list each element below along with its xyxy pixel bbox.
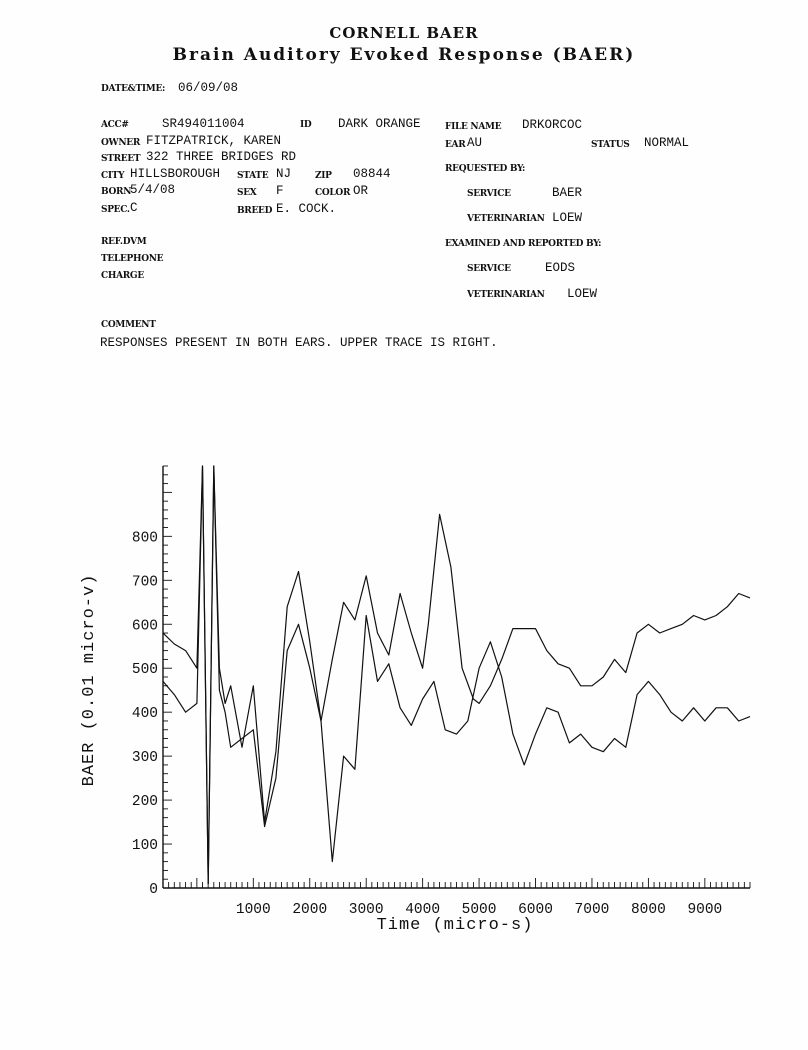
y-ticks: [132, 530, 158, 898]
charge-label: CHARGE: [101, 271, 144, 281]
born-value: 5/4/08: [130, 183, 176, 197]
id-value: DARK ORANGE: [338, 117, 421, 131]
report-subtitle: Brain Auditory Evoked Response (BAER): [172, 45, 636, 65]
ref-dvm-label: REF.DVM: [101, 237, 147, 247]
requested-vet-value: LOEW: [552, 211, 583, 225]
x-tick-label: 9000: [687, 902, 723, 918]
y-tick-label: 600: [131, 618, 158, 635]
comment-text: RESPONSES PRESENT IN BOTH EARS. UPPER TRACE IS RIGHT.: [100, 336, 498, 350]
chart-traces: [163, 466, 750, 884]
y-tick-label: 400: [131, 706, 158, 723]
breed-label: BREED: [237, 206, 273, 216]
y-tick-label: 800: [131, 530, 158, 547]
y-axis-title: BAER (0.01 micro-v): [80, 573, 99, 787]
ear-label: EAR: [445, 140, 466, 150]
color-value: OR: [353, 184, 369, 198]
comment-label: COMMENT: [101, 320, 156, 330]
sex-label: SEX: [237, 188, 257, 198]
report-title: CORNELL BAER: [329, 24, 479, 42]
examined-service-value: EODS: [545, 261, 576, 275]
city-label: CITY: [101, 171, 125, 181]
x-tick-label: 3000: [348, 902, 384, 918]
ear-value: AU: [467, 136, 483, 150]
y-tick-label: 100: [131, 838, 158, 855]
file-name-label: FILE NAME: [445, 122, 502, 132]
acc-label: ACC#: [101, 120, 129, 130]
examined-vet-value: LOEW: [567, 287, 598, 301]
color-label: COLOR: [315, 188, 351, 198]
street-label: STREET: [101, 154, 141, 164]
status-value: NORMAL: [644, 136, 690, 150]
x-tick-label: 7000: [574, 902, 610, 918]
datetime-value: 06/09/08: [178, 81, 239, 95]
spec-label: SPEC.: [101, 205, 130, 215]
examined-service-label: SERVICE: [467, 264, 511, 274]
x-axis-title: Time (micro-s): [376, 916, 534, 935]
state-label: STATE: [237, 171, 269, 181]
breed-value: E. COCK.: [276, 202, 337, 216]
x-tick-label: 2000: [292, 902, 328, 918]
street-value: 322 THREE BRIDGES RD: [146, 150, 297, 164]
x-tick-label: 5000: [461, 902, 497, 918]
requested-service-label: SERVICE: [467, 189, 511, 199]
telephone-label: TELEPHONE: [101, 254, 164, 264]
y-tick-label: 200: [131, 794, 158, 811]
city-value: HILLSBOROUGH: [130, 167, 221, 181]
owner-label: OWNER: [101, 138, 141, 148]
requested-vet-label: VETERINARIAN: [467, 214, 545, 224]
spec-value: C: [130, 201, 138, 215]
baer-trace-2: [163, 466, 750, 884]
x-tick-label: 8000: [630, 902, 666, 918]
sex-value: F: [276, 184, 284, 198]
acc-value: SR494011004: [162, 117, 245, 131]
examined-vet-label: VETERINARIAN: [467, 290, 545, 300]
x-tick-label: 1000: [235, 902, 271, 918]
y-tick-label: 0: [149, 882, 158, 898]
status-label: STATUS: [591, 140, 630, 150]
x-tick-label: 6000: [518, 902, 553, 918]
born-label: BORN: [101, 187, 132, 197]
file-name-value: DRKORCOC: [522, 118, 583, 132]
x-tick-label: 4000: [405, 902, 441, 918]
y-tick-label: 300: [131, 750, 158, 767]
examined-by-label: EXAMINED AND REPORTED BY:: [445, 239, 602, 249]
zip-label: ZIP: [315, 171, 332, 181]
owner-value: FITZPATRICK, KAREN: [146, 134, 282, 148]
requested-by-label: REQUESTED BY:: [445, 164, 526, 174]
requested-service-value: BAER: [552, 186, 583, 200]
id-label: ID: [300, 120, 312, 130]
state-value: NJ: [276, 167, 292, 181]
chart-axes: [163, 466, 750, 888]
datetime-label: DATE&TIME:: [101, 84, 166, 94]
baer-trace-1: [163, 466, 750, 884]
zip-value: 08844: [353, 167, 391, 181]
y-tick-label: 500: [131, 662, 158, 679]
y-tick-label: 700: [131, 574, 158, 591]
